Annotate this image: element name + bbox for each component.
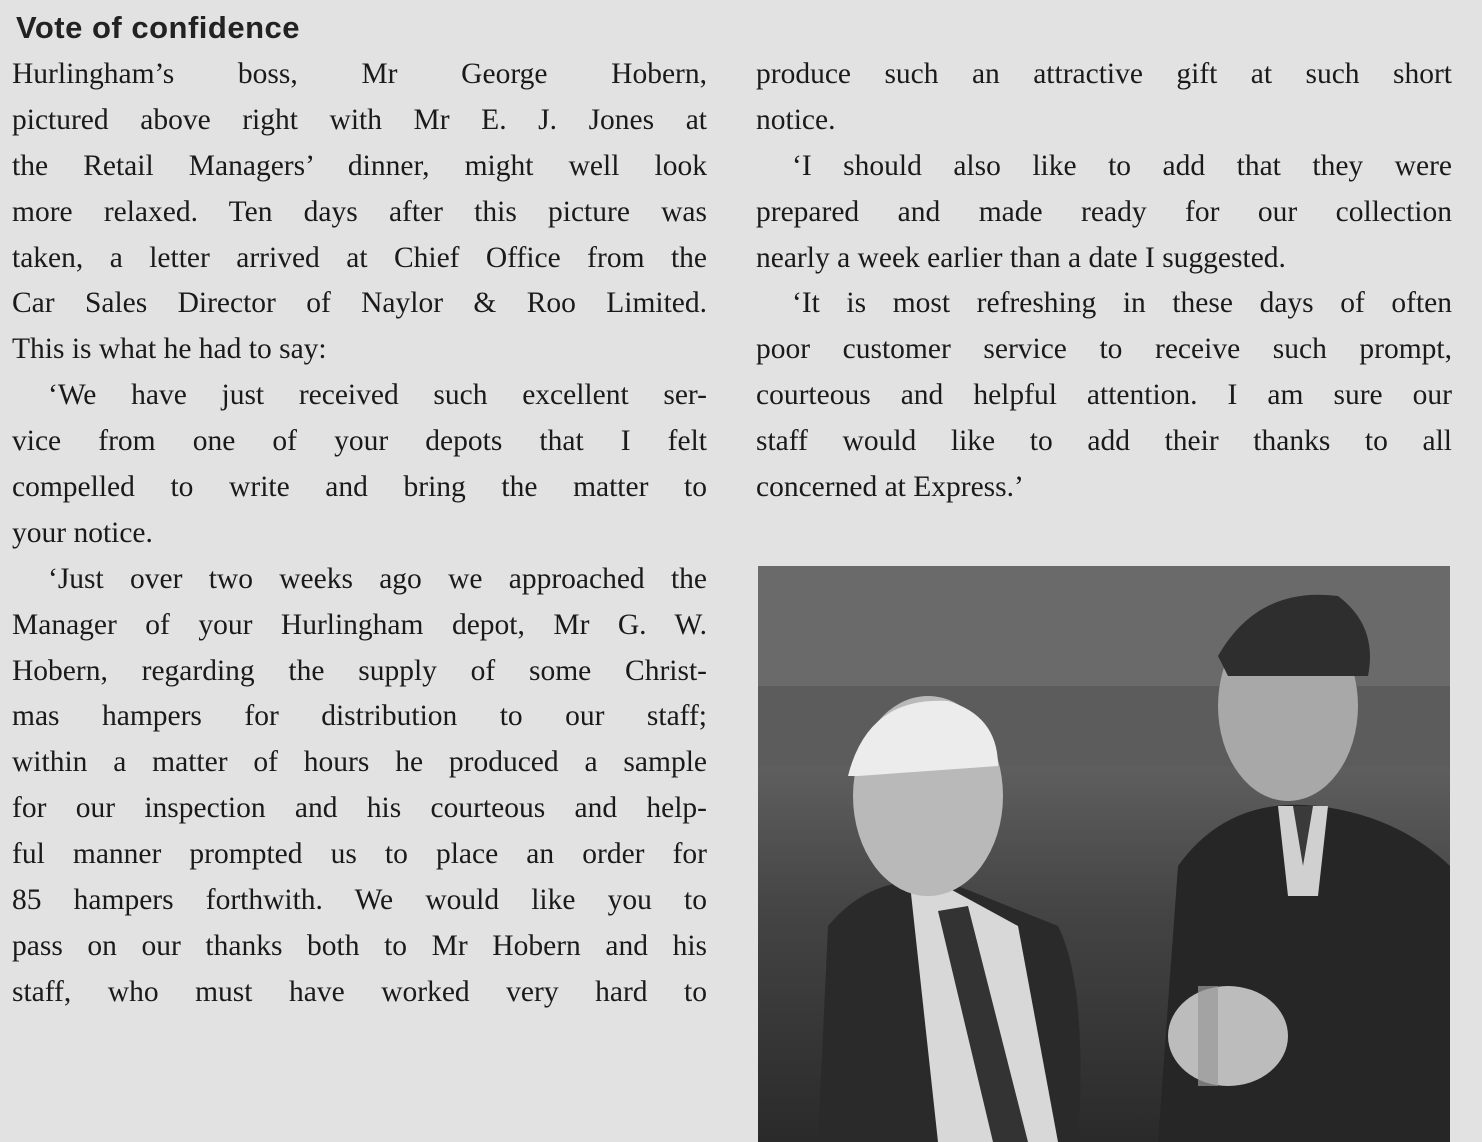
article-heading: Vote of confidence: [16, 10, 301, 45]
text-line: mas hampers for distribution to our staff;: [12, 700, 707, 733]
text-line: pass on our thanks both to Mr Hobern and his: [12, 929, 707, 962]
text-line: compelled to write and bring the matter to: [12, 471, 707, 504]
text-line: produce such an attractive gift at such short: [756, 58, 1452, 90]
text-line: ‘We have just received such excellent ser-: [48, 379, 707, 412]
text-line: This is what he had to say:: [12, 333, 327, 366]
photo-illustration: [758, 566, 1450, 1142]
text-line: vice from one of your depots that I felt: [12, 425, 707, 458]
text-line: pictured above right with Mr E. J. Jones at: [12, 103, 707, 136]
text-line: the Retail Managers’ dinner, might well look: [12, 149, 707, 182]
text-line: within a matter of hours he produced a sample: [12, 746, 707, 779]
text-line: your notice.: [12, 516, 153, 549]
text-line: ‘It is most refreshing in these days of often: [792, 287, 1452, 320]
text-line: ‘I should also like to add that they were: [792, 149, 1452, 182]
text-line: prepared and made ready for our collection: [756, 195, 1452, 228]
text-line: 85 hampers forthwith. We would like you to: [12, 884, 707, 917]
text-line: Hobern, regarding the supply of some Christ-: [12, 654, 707, 687]
text-line: more relaxed. Ten days after this picture was: [12, 195, 707, 228]
text-line: for our inspection and his courteous and help-: [12, 792, 707, 825]
text-line: poor customer service to receive such prompt,: [756, 333, 1452, 366]
left-column: [12, 58, 707, 1022]
text-line: staff, who must have worked very hard to: [12, 975, 707, 1008]
photo-two-men-talking: [758, 566, 1450, 1142]
text-line: taken, a letter arrived at Chief Office from the: [12, 241, 707, 274]
text-line: Hurlingham’s boss, Mr George Hobern,: [12, 58, 707, 90]
text-line: Car Sales Director of Naylor & Roo Limited.: [12, 287, 707, 320]
text-line: Manager of your Hurlingham depot, Mr G. W.: [12, 608, 707, 641]
text-line: ‘Just over two weeks ago we approached the: [48, 562, 707, 595]
text-line: concerned at Express.’: [756, 471, 1024, 504]
text-line: notice.: [756, 103, 836, 136]
right-column: [756, 58, 1452, 517]
text-line: courteous and helpful attention. I am sure our: [756, 379, 1452, 412]
text-line: ful manner prompted us to place an order for: [12, 838, 707, 871]
text-line: staff would like to add their thanks to all: [756, 425, 1452, 458]
text-line: nearly a week earlier than a date I suggested.: [756, 241, 1286, 274]
